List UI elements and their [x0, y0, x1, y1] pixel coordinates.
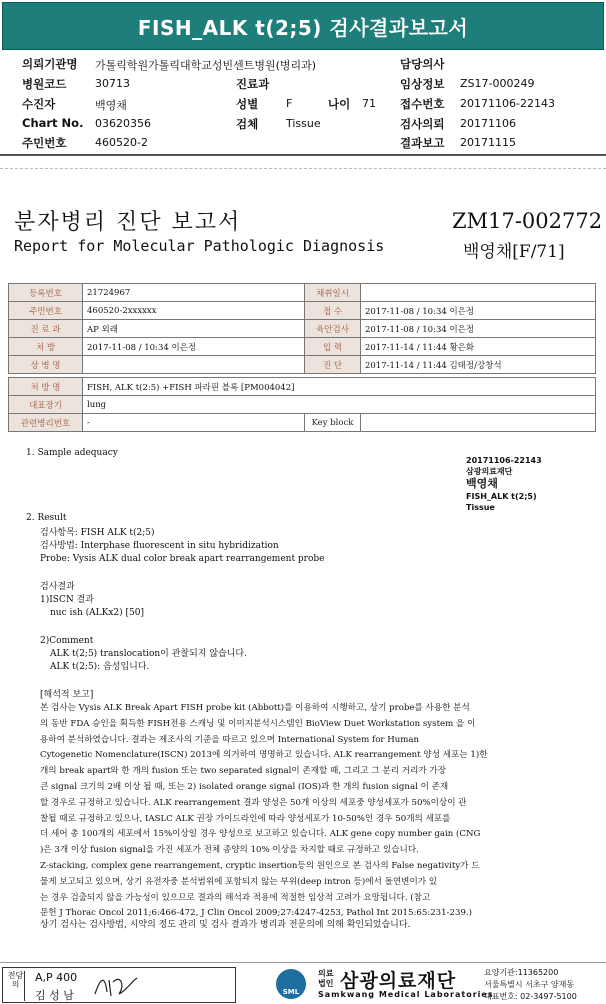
interpretation-line: 더 세어 총 100개의 세포에서 15%이상일 경우 양성으로 보고하고 있습니다. ALK gene copy number gain (CNG	[40, 829, 481, 840]
interpretation-line: 본 검사는 Vysis ALK Break Apart FISH probe kit (Abbott)를 이용하여 시행하고, 상기 probe를 사용한 분석	[40, 703, 470, 713]
request-date-label: 검사의뢰	[400, 117, 445, 131]
stamp-name: 백영채	[466, 477, 498, 490]
patient-value: 백영채	[95, 99, 127, 112]
dept-value: AP 외래	[83, 320, 305, 338]
report-patient: 백영채[F/71]	[463, 242, 565, 262]
order-label: 처 방	[9, 338, 83, 356]
receipt-label: 접 수	[305, 302, 361, 320]
interpretation-line: Z-stacking, complex gene rearrangement, cryptic insertion등의 원인으로 본 검사의 False negativity가 드	[40, 860, 480, 871]
order-value: 2017-11-08 / 10:34 이은정	[83, 338, 305, 356]
patient-info-panel	[0, 52, 606, 154]
sml-logo-icon	[276, 969, 306, 999]
report-title-english: Report for Molecular Pathologic Diagnosis	[14, 237, 385, 255]
organ-value: lung	[83, 396, 596, 414]
stamp-number: 20171106-22143	[466, 456, 542, 465]
dept-label: 진 료 과	[9, 320, 83, 338]
reg-no-label: 등록번호	[9, 284, 83, 302]
collection-label: 채취일시	[305, 284, 361, 302]
stamp-org: 삼광의료재단	[466, 467, 513, 476]
signature-scribble-icon	[91, 972, 141, 1000]
institution-label: 의뢰기관명	[22, 57, 78, 71]
key-block-label: Key block	[305, 414, 361, 432]
sample-adequacy-heading: 1. Sample adequacy	[26, 448, 118, 458]
report-title-korean: 분자병리 진단 보고서	[14, 210, 242, 235]
stamp-test: FISH_ALK t(2;5)	[466, 492, 537, 501]
resident-value: 460520-2xxxxxx	[83, 302, 305, 320]
diag-value: 2017-11-14 / 11:44 김태정/강창석	[361, 356, 596, 374]
chart-no-label: Chart No.	[22, 116, 84, 130]
result-line: Probe: Vysis ALK dual color break apart rearrangement probe	[40, 554, 325, 564]
rx-name-value: FISH, ALK t(2:5) +FISH 파라핀 블록 [PM004042]	[83, 378, 596, 396]
collection-value	[361, 284, 596, 302]
ward-value	[83, 356, 305, 374]
age-value: 71	[362, 97, 376, 110]
order-table	[8, 377, 596, 432]
sex-value: F	[286, 97, 293, 110]
comment-heading: 2)Comment	[40, 636, 94, 646]
interpretation-line: 찰될 때로 규정하고 있으나, IASLC ALK 권장 가이드라인에 따라 양성세포가 10-50%인 경우 50개의 세포를	[40, 813, 451, 824]
report-number: ZM17-002772	[452, 209, 603, 233]
report-title: FISH_ALK t(2;5) 검사결과보고서	[137, 15, 469, 40]
interpretation-line: 용하여 분석하였습니다. 결과는 제조사의 기준을 따르고 있으며 International System for Human	[40, 734, 420, 745]
clinical-value: ZS17-000249	[460, 77, 535, 90]
interpretation-line: 물게 보고되고 있으며, 상기 유전자중 분석범위에 포함되지 않는 부위(deep intron 등)에서 돌연변이가 있	[40, 876, 438, 887]
org-name: 삼광의료재단	[340, 970, 457, 992]
report-date-value: 20171115	[460, 136, 516, 149]
scanned-report	[0, 168, 606, 958]
organ-label: 대표장기	[9, 396, 83, 414]
closing-statement: 상기 검사는 검사방법, 시약의 정도 관리 및 검사 결과가 병리과 전문의에 의해 확인되었습니다.	[40, 920, 411, 930]
comment-block	[40, 635, 247, 674]
result-block	[40, 527, 325, 566]
divider	[0, 154, 606, 156]
diag-label: 진 단	[305, 356, 361, 374]
interpretation-block	[40, 701, 488, 922]
result-line: 검사항목: FISH ALK t(2;5)	[40, 528, 155, 538]
request-date-value: 20171106	[460, 117, 516, 130]
clinical-label: 임상정보	[400, 77, 445, 91]
logo-prefix: 의료법인	[318, 969, 334, 988]
result-heading: 2. Result	[26, 513, 67, 523]
signature-box	[2, 967, 236, 1003]
org-name-english: Samkwang Medical Laboratories	[318, 990, 494, 999]
interpretation-heading: [해석적 보고]	[40, 690, 94, 700]
age-label: 나이	[328, 97, 351, 111]
report-date-label: 결과보고	[400, 136, 445, 150]
specimen-value: Tissue	[286, 117, 321, 130]
input-label: 입 력	[305, 338, 361, 356]
receipt-no-label: 접수번호	[400, 97, 445, 111]
signature-vertical-label: 전담의	[7, 971, 25, 1001]
interpretation-line: 는 경우 검출되지 않을 가능성이 있으므로 결과의 해석과 적용에 적절한 임상적 고려가 요망됩니다. (참고	[40, 892, 431, 903]
reg-no-value: 21724967	[83, 284, 305, 302]
receipt-value: 2017-11-08 / 10:34 이은정	[361, 302, 596, 320]
logo-abbr: SML	[282, 988, 300, 996]
receipt-no-value: 20171106-22143	[460, 97, 555, 110]
comment-line: ALK t(2;5) translocation이 관찰되지 않습니다.	[50, 649, 247, 659]
related-value: -	[83, 414, 305, 432]
contact-line: 요양기관:11365200	[484, 968, 559, 977]
stamp-specimen: Tissue	[466, 503, 495, 512]
iscn-value: nuc ish (ALKx2) [50]	[50, 608, 145, 618]
gross-value: 2017-11-08 / 10:34 이은정	[361, 320, 596, 338]
contact-line: 서울특별시 서초구 양재동	[484, 980, 575, 989]
specimen-label: 검체	[236, 117, 259, 131]
report-title-bar	[2, 2, 604, 50]
interpretation-line: 의 동반 FDA 승인을 획득한 FISH전용 스캐닝 및 이미지분석시스템인 BioView Duet Workstation system 을 이	[40, 718, 476, 729]
signature-code: A,P 400	[35, 971, 78, 984]
contact-line: 대표번호: 02-3497-5100	[484, 992, 577, 1001]
comment-line: ALK t(2;5): 음성입니다.	[50, 662, 150, 672]
interpretation-line: 할 경우로 규정하고 있습니다. ALK rearrangement 결과 양성은 50개 이상의 세포중 양성세포가 50%이상이 관	[40, 797, 467, 808]
resident-label: 주민번호	[9, 302, 83, 320]
interpretation-line: Cytogenetic Nomenclature(ISCN) 2013에 의거하여 명명하고 있습니다. ALK rearrangement 양성 세포는 1)한	[40, 750, 488, 761]
rx-name-label: 처 방 명	[9, 378, 83, 396]
hospital-code-label: 병원코드	[22, 77, 67, 91]
department-label: 진료과	[236, 77, 270, 91]
iscn-heading: 1)ISCN 결과	[40, 595, 94, 605]
doctor-label: 담당의사	[400, 57, 445, 71]
specimen-stamp	[466, 455, 542, 513]
sex-label: 성별	[236, 97, 259, 111]
footer	[0, 962, 606, 1004]
result-subheading: 검사결과	[40, 582, 75, 592]
hospital-code-value: 30713	[95, 77, 130, 90]
institution-value: 가톨릭학원가톨릭대학교성빈센트병원(병리과)	[95, 59, 317, 72]
input-value: 2017-11-14 / 11:44 황은화	[361, 338, 596, 356]
patient-label: 수진자	[22, 97, 56, 111]
contact-info	[484, 967, 577, 1003]
resident-no-label: 주민번호	[22, 136, 67, 150]
interpretation-line: 개의 break apart와 한 개의 fusion 또는 two separated signal이 존재할 때, 그리고 그 분리 거리가 가장	[40, 766, 447, 777]
chart-no-value: 03620356	[95, 117, 151, 130]
result-line: 검사방법: Interphase fluorescent in situ hybridization	[40, 541, 279, 551]
iscn-block	[40, 581, 144, 620]
registration-table	[8, 283, 596, 374]
interpretation-line: 문헌 J Thorac Oncol 2011;6:466-472, J Clin Oncol 2009;27:4247-4253, Pathol Int 2015:65:231-239.)	[40, 908, 473, 919]
resident-no-value: 460520-2	[95, 136, 148, 149]
interpretation-line: )은 3개 이상 fusion signal을 가진 세포가 전체 종양의 10% 이상을 차지할 때로 규정하고 있습니다.	[40, 845, 419, 856]
ward-label: 상 병 명	[9, 356, 83, 374]
key-block-value	[361, 414, 596, 432]
gross-label: 육안검사	[305, 320, 361, 338]
related-label: 관련병리번호	[9, 414, 83, 432]
signature-name: 김 성 남	[35, 989, 74, 1002]
interpretation-line: 큰 signal 크기의 2배 이상 될 때, 또는 2) isolated orange signal (IOS)과 한 개의 fusion signal 이 존재	[40, 781, 449, 792]
